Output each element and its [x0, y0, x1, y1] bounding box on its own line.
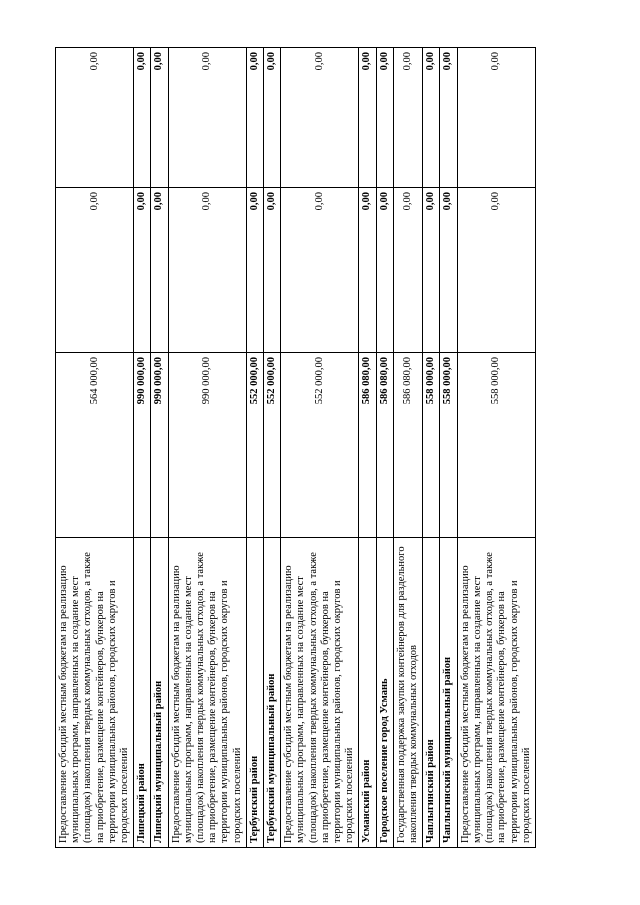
table-row [56, 48, 134, 848]
table-row [440, 48, 457, 848]
row-value-cell: 0,00 [151, 188, 168, 353]
budget-table [55, 47, 536, 848]
row-value-cell: 0,00 [134, 48, 151, 188]
rotated-page [55, 48, 585, 848]
table-row [359, 48, 376, 848]
row-value-cell: 0,00 [423, 48, 440, 188]
row-value-cell: 0,00 [264, 48, 281, 188]
row-value-cell: 0,00 [151, 48, 168, 188]
table-row [134, 48, 151, 848]
row-value-cell: 586 080,00 [376, 353, 393, 538]
row-name-cell: Тербунский муниципальный район [264, 538, 281, 848]
row-name-cell: Усманский район [359, 538, 376, 848]
row-value-cell: 0,00 [281, 48, 359, 188]
row-name-cell: Городское поселение город Усмань [376, 538, 393, 848]
row-value-cell: 564 000,00 [56, 353, 134, 538]
table-row [376, 48, 393, 848]
row-value-cell: 0,00 [393, 48, 422, 188]
row-value-cell: 0,00 [168, 48, 246, 188]
table-row [151, 48, 168, 848]
row-name-cell: Государственная поддержка закупки контейнеров для раздельного накопления твердых коммунальных отходов [393, 538, 422, 848]
row-value-cell: 0,00 [264, 188, 281, 353]
row-value-cell: 0,00 [376, 188, 393, 353]
row-value-cell: 552 000,00 [246, 353, 263, 538]
table-row [393, 48, 422, 848]
row-value-cell: 0,00 [457, 48, 535, 188]
table-row [168, 48, 246, 848]
row-value-cell: 990 000,00 [168, 353, 246, 538]
row-name-cell: Чаплыгинский муниципальный район [440, 538, 457, 848]
row-value-cell: 558 000,00 [440, 353, 457, 538]
row-value-cell: 558 000,00 [457, 353, 535, 538]
row-value-cell: 0,00 [281, 188, 359, 353]
table-body [56, 48, 536, 848]
row-value-cell: 552 000,00 [281, 353, 359, 538]
row-value-cell: 0,00 [440, 188, 457, 353]
row-name-cell: Липецкий муниципальный район [151, 538, 168, 848]
row-value-cell: 0,00 [56, 48, 134, 188]
row-value-cell: 0,00 [393, 188, 422, 353]
row-value-cell: 0,00 [134, 188, 151, 353]
row-value-cell: 586 080,00 [359, 353, 376, 538]
row-value-cell: 0,00 [359, 188, 376, 353]
row-value-cell: 990 000,00 [134, 353, 151, 538]
row-value-cell: 990 000,00 [151, 353, 168, 538]
row-value-cell: 0,00 [168, 188, 246, 353]
row-name-cell: Чаплыгинский район [423, 538, 440, 848]
row-value-cell: 0,00 [457, 188, 535, 353]
table-row [457, 48, 535, 848]
table-row [264, 48, 281, 848]
table-row [246, 48, 263, 848]
table-row [281, 48, 359, 848]
row-name-cell: Липецкий район [134, 538, 151, 848]
row-value-cell: 0,00 [440, 48, 457, 188]
row-value-cell: 0,00 [423, 188, 440, 353]
row-value-cell: 0,00 [376, 48, 393, 188]
table-row [423, 48, 440, 848]
row-value-cell: 552 000,00 [264, 353, 281, 538]
row-value-cell: 558 000,00 [423, 353, 440, 538]
row-name-cell: Предоставление субсидий местным бюджетам на реализацию муниципальных программ, направленных на создание мест (площадок) накопления твердых коммунальных отходов, а также на приобретение, размещение контейнеров, бункеров на территории муниципальных районов, городских округов и городских поселений [457, 538, 535, 848]
row-name-cell: Предоставление субсидий местным бюджетам на реализацию муниципальных программ, направленных на создание мест (площадок) накопления твердых коммунальных отходов, а также на приобретение, размещение контейнеров, бункеров на территории муниципальных районов, городских округов и городских поселений [56, 538, 134, 848]
row-name-cell: Предоставление субсидий местным бюджетам на реализацию муниципальных программ, направленных на создание мест (площадок) накопления твердых коммунальных отходов, а также на приобретение, размещение контейнеров, бункеров на территории муниципальных районов, городских округов и городских поселений [168, 538, 246, 848]
row-name-cell: Тербунский район [246, 538, 263, 848]
row-value-cell: 0,00 [359, 48, 376, 188]
row-value-cell: 0,00 [246, 48, 263, 188]
row-name-cell: Предоставление субсидий местным бюджетам на реализацию муниципальных программ, направленных на создание мест (площадок) накопления твердых коммунальных отходов, а также на приобретение, размещение контейнеров, бункеров на территории муниципальных районов, городских округов и городских поселений [281, 538, 359, 848]
row-value-cell: 0,00 [56, 188, 134, 353]
row-value-cell: 586 080,00 [393, 353, 422, 538]
row-value-cell: 0,00 [246, 188, 263, 353]
